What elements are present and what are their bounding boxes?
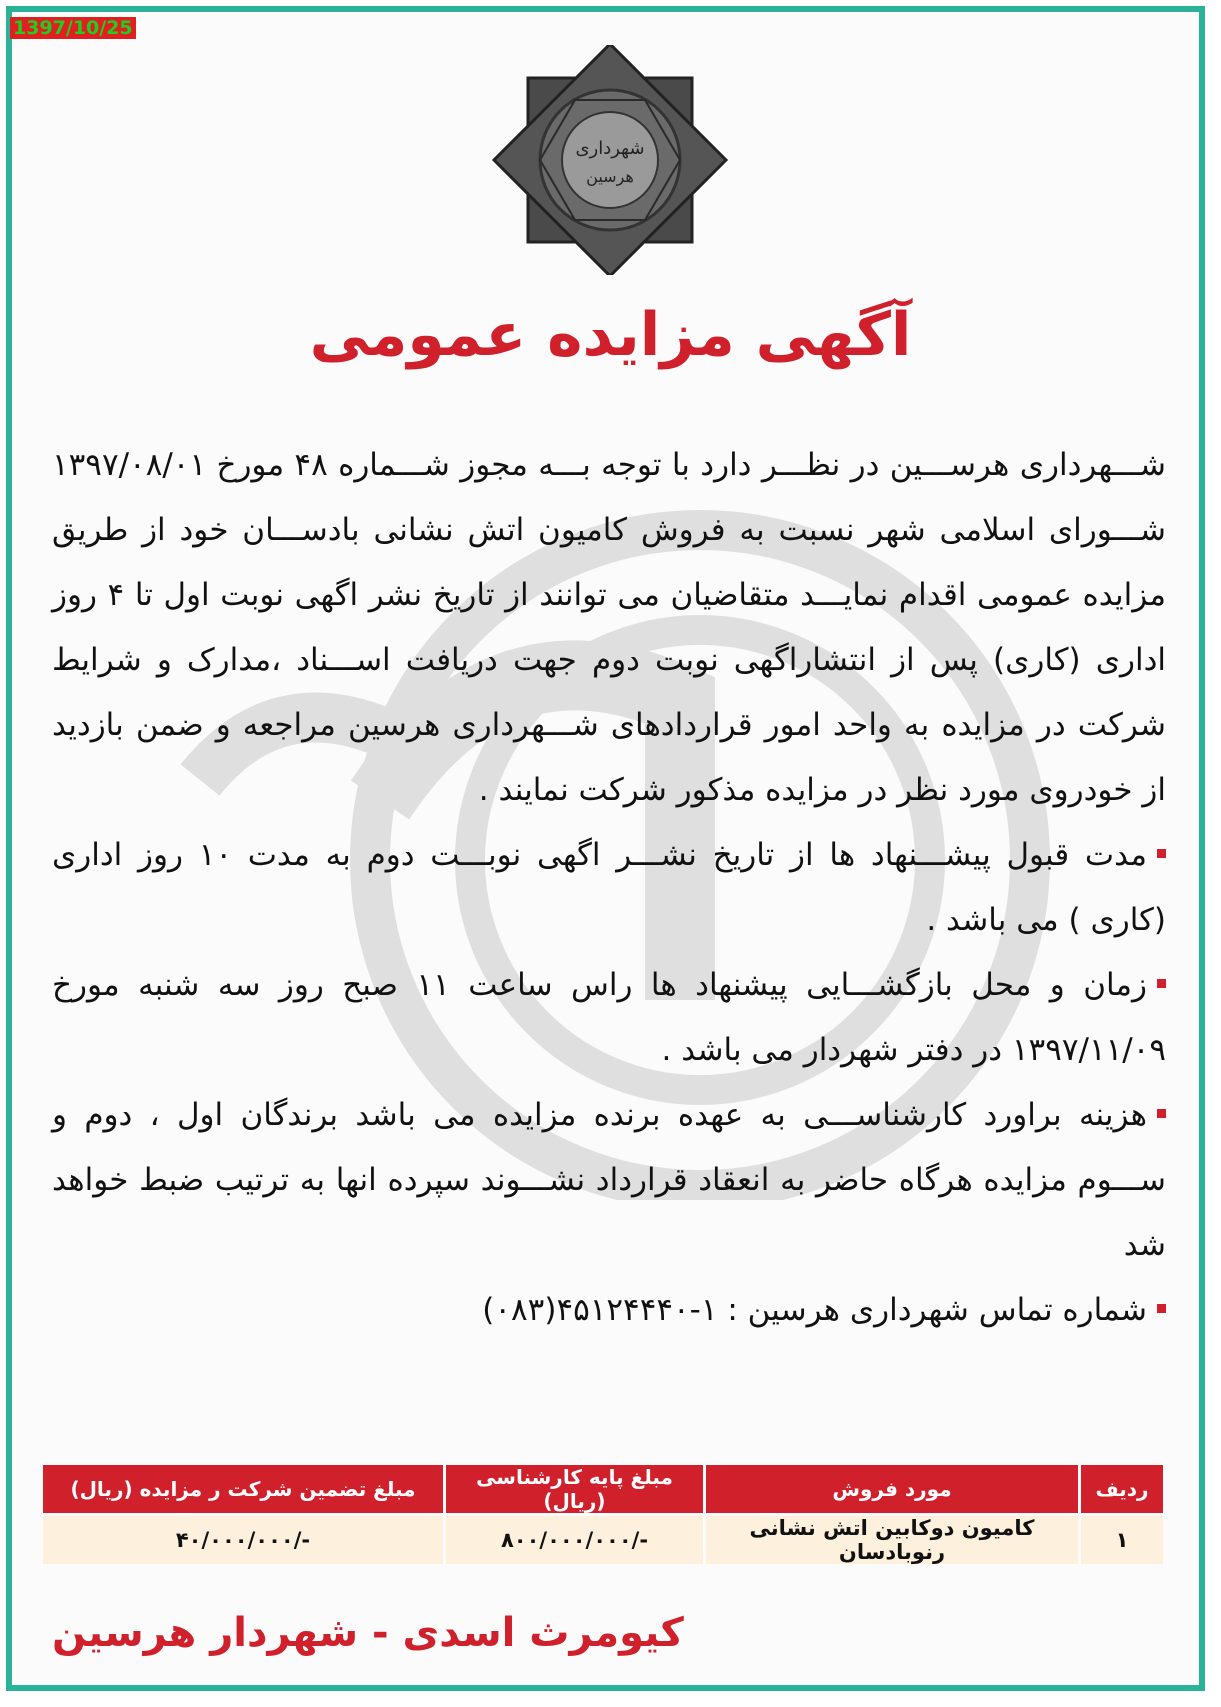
page-title: آگهی مزایده عمومی — [309, 300, 912, 370]
cell-base-price: -/۸۰۰/۰۰۰/۰۰۰ — [446, 1516, 703, 1564]
table-header-row — [43, 1465, 1163, 1513]
municipality-logo — [475, 45, 745, 275]
auction-table — [40, 1462, 1166, 1567]
bullet-text: مدت قبول پیشـــنهاد ها از تاریخ نشـــر اگهی نوبـــت دوم به مدت ۱۰ روز اداری (کاری ) می باشد . — [52, 837, 1166, 938]
bullet-marker — [1157, 1109, 1166, 1118]
bullet-text: هزینه براورد کارشناســـی به عهده برنده مزایده می باشد برندگان اول ، دوم و ســـوم مزایده هرگاه حاضر به انعقاد قرارداد نشـــوند سپرده انها به ترتیب ضبط خواهد شد — [52, 1097, 1166, 1263]
cell-guarantee: -/۴۰/۰۰۰/۰۰۰ — [43, 1516, 443, 1564]
intro-paragraph: شـــهرداری هرســـین در نظـــر دارد با توجه بـــه مجوز شـــماره ۴۸ مورخ ۱۳۹۷/۰۸/۰۱ شـــورای اسلامی شهر نسبت به فروش کامیون اتش نشانی بادســـان خود از طریق مزایده عمومی اقدام نمایـــد متقاضیان می توانند از تاریخ نشر اگهی نوبت اول تا ۴ روز اداری (کاری) پس از انتشاراگهی نوبت دوم جهت دریافت اســـناد ،مدارک و شرایط شرکت در مزایده به واحد امور قراردادهای شـــهرداری هرسین مراجعه و ضمن بازدید از خودروی مورد نظر در مزایده مذکور شرکت نمایند . — [52, 447, 1167, 808]
bullet-item — [52, 953, 1166, 1083]
cell-row-number: ۱ — [1081, 1516, 1163, 1564]
col-base-price: مبلغ پایه کارشناسی (ریال) — [446, 1465, 703, 1513]
date-stamp-text: 1397/10/25 — [10, 17, 136, 39]
col-row-number: ردیف — [1081, 1465, 1163, 1513]
logo-text-2: هرسین — [586, 167, 634, 186]
col-item: مورد فروش — [706, 1465, 1078, 1513]
signature: کیومرث اسدی - شهردار هرسین — [52, 1610, 684, 1656]
table-row — [43, 1516, 1163, 1564]
date-stamp — [10, 17, 136, 39]
bullet-marker — [1157, 979, 1166, 988]
bullet-marker — [1157, 1304, 1166, 1313]
logo-text-1: شهرداری — [575, 138, 645, 159]
bullet-text: شماره تماس شهرداری هرسین : ۱-۴۵۱۲۴۴۴۰(۰۸۳) — [482, 1292, 1147, 1328]
bullet-item — [52, 1278, 1166, 1343]
col-guarantee: مبلغ تضمین شرکت ر مزایده (ریال) — [43, 1465, 443, 1513]
notice-body — [52, 433, 1166, 1343]
bullet-item — [52, 1083, 1166, 1278]
bullet-item — [52, 823, 1166, 953]
bullet-text: زمان و محل بازگشـــایی پیشنهاد ها راس ساعت ۱۱ صبح روز سه شنبه مورخ ۱۳۹۷/۱۱/۰۹ در دفتر شهردار می باشد . — [52, 967, 1166, 1068]
bullet-marker — [1157, 849, 1166, 858]
cell-item: کامیون دوکابین اتش نشانی رنوبادسان — [706, 1516, 1078, 1564]
